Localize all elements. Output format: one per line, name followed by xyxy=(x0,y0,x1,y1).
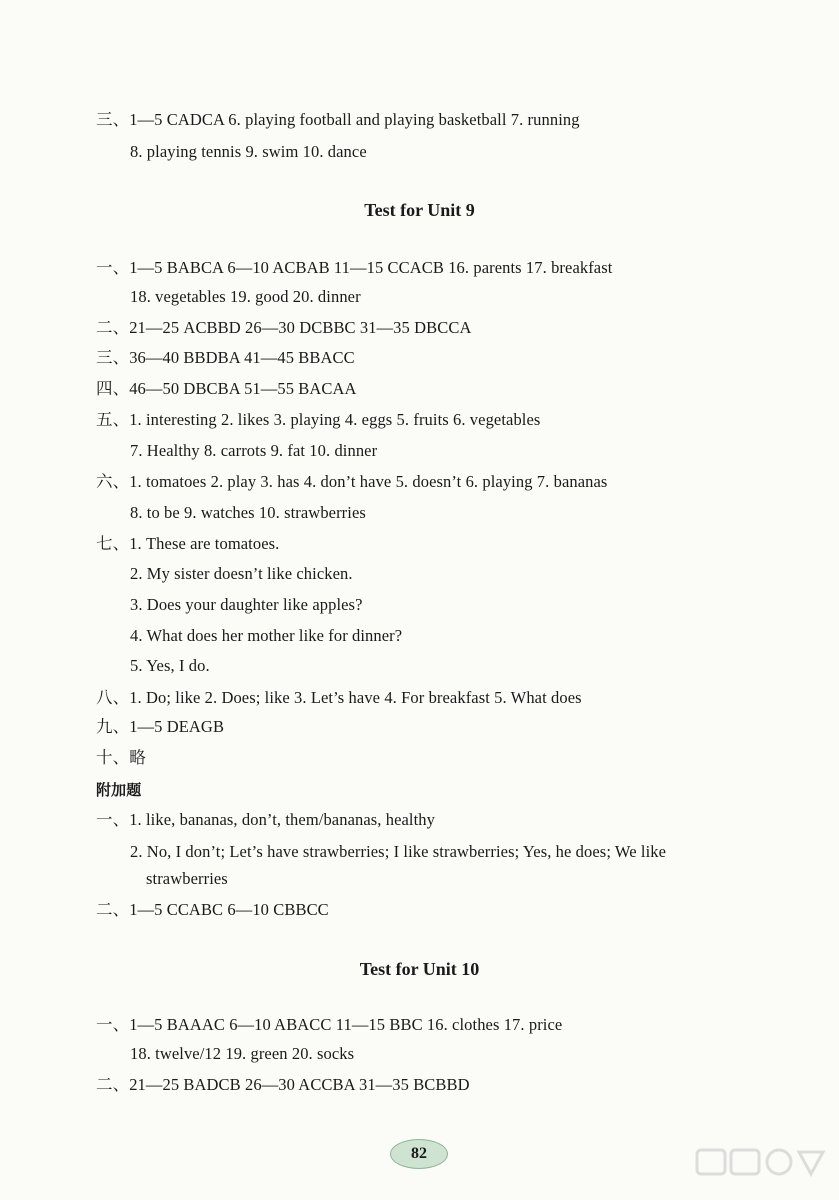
section-heading-unit-9: Test for Unit 9 xyxy=(364,200,475,220)
answer-line: 2. No, I don’t; Let’s have strawberries; I like strawberries; Yes, he does; We like xyxy=(130,842,667,861)
answer-line: 四、46—50 DBCBA 51—55 BACAA xyxy=(96,379,357,398)
answer-line: 8. playing tennis 9. swim 10. dance xyxy=(130,142,367,161)
answer-line: 4. What does her mother like for dinner? xyxy=(130,626,403,645)
answer-line: 三、1—5 CADCA 6. playing football and playing basketball 7. running xyxy=(96,110,580,129)
answer-line: 三、36—40 BBDBA 41—45 BBACC xyxy=(96,348,355,367)
bonus-section-title: 附加题 xyxy=(96,781,142,799)
page-number-badge: 82 xyxy=(390,1139,448,1169)
answer-line: 一、1—5 BABCA 6—10 ACBAB 11—15 CCACB 16. parents 17. breakfast xyxy=(96,258,613,277)
answer-line: 一、1. like, bananas, don’t, them/bananas, healthy xyxy=(96,810,435,829)
watermark-logo-icon xyxy=(691,1144,831,1194)
answer-line: 七、1. These are tomatoes. xyxy=(96,534,280,553)
answer-line: 8. to be 9. watches 10. strawberries xyxy=(130,503,366,522)
answer-line: 二、1—5 CCABC 6—10 CBBCC xyxy=(96,900,329,919)
answer-line: 一、1—5 BAAAC 6—10 ABACC 11—15 BBC 16. clothes 17. price xyxy=(96,1015,563,1034)
answer-line: 六、1. tomatoes 2. play 3. has 4. don’t have 5. doesn’t 6. playing 7. bananas xyxy=(96,472,608,491)
answer-line: 八、1. Do; like 2. Does; like 3. Let’s have 4. For breakfast 5. What does xyxy=(96,688,582,707)
answer-line: 7. Healthy 8. carrots 9. fat 10. dinner xyxy=(130,441,378,460)
answer-line: 2. My sister doesn’t like chicken. xyxy=(130,564,353,583)
answer-line: 二、21—25 ACBBD 26—30 DCBBC 31—35 DBCCA xyxy=(96,318,472,337)
answer-line: strawberries xyxy=(146,869,228,888)
answer-line: 18. vegetables 19. good 20. dinner xyxy=(130,287,361,306)
answer-line: 五、1. interesting 2. likes 3. playing 4. eggs 5. fruits 6. vegetables xyxy=(96,410,541,429)
answer-line: 九、1—5 DEAGB xyxy=(96,717,225,736)
answer-line: 5. Yes, I do. xyxy=(130,656,210,675)
section-heading-unit-10: Test for Unit 10 xyxy=(359,959,480,979)
answer-line: 二、21—25 BADCB 26—30 ACCBA 31—35 BCBBD xyxy=(96,1075,470,1094)
answer-line: 十、略 xyxy=(96,748,146,767)
answer-line: 3. Does your daughter like apples? xyxy=(130,595,363,614)
answer-line: 18. twelve/12 19. green 20. socks xyxy=(130,1044,355,1063)
